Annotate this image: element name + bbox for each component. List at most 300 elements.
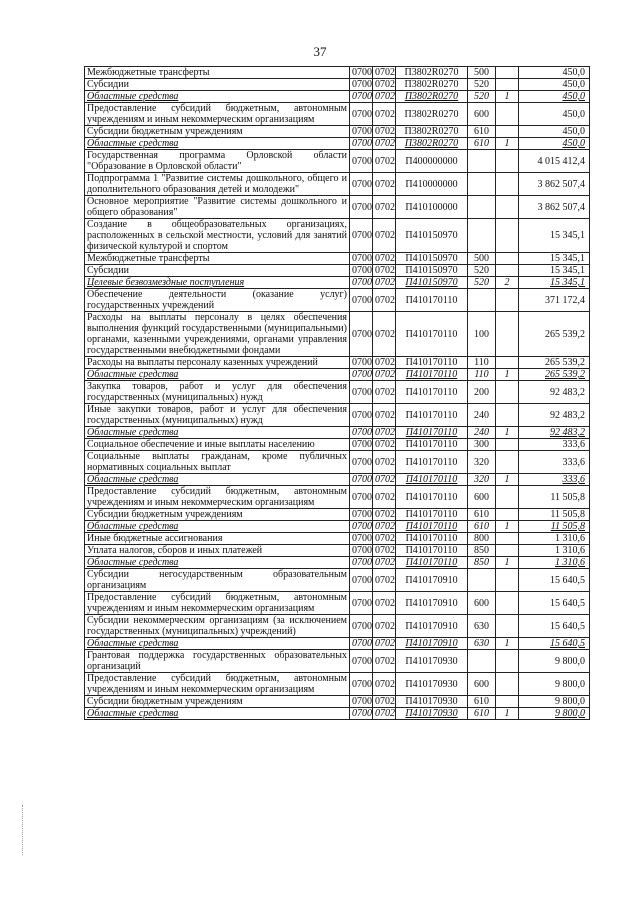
row-name-cell: Расходы на выплаты персоналу казенных учреждений	[85, 357, 350, 369]
funding-source-cell	[496, 150, 519, 173]
target-article-cell: П410170110	[396, 474, 468, 486]
amount-cell: 15 345,1	[519, 265, 590, 277]
row-name-cell: Основное мероприятие "Развитие системы дошкольного и общего образования"	[85, 196, 350, 219]
funding-source-cell: 1	[496, 521, 519, 533]
row-name-cell: Субсидии бюджетным учреждениям	[85, 126, 350, 138]
amount-cell: 11 505,8	[519, 521, 590, 533]
section-code-cell: 0700	[350, 103, 373, 126]
table-row	[85, 404, 590, 427]
section-code-cell: 0700	[350, 219, 373, 253]
expense-type-cell: 200	[468, 381, 496, 404]
row-name-cell: Областные средства	[85, 138, 350, 150]
section-code-cell: 0700	[350, 439, 373, 451]
expense-type-cell: 100	[468, 312, 496, 357]
table-row	[85, 615, 590, 638]
funding-source-cell	[496, 451, 519, 474]
table-row	[85, 196, 590, 219]
amount-cell: 1 310,6	[519, 533, 590, 545]
table-body	[85, 67, 590, 720]
subsection-code-cell: 0702	[373, 533, 396, 545]
row-name-cell: Областные средства	[85, 638, 350, 650]
expense-type-cell: 610	[468, 138, 496, 150]
expense-type-cell: 300	[468, 439, 496, 451]
target-article-cell: П410170910	[396, 638, 468, 650]
amount-cell: 15 640,5	[519, 592, 590, 615]
table-row	[85, 557, 590, 569]
target-article-cell: П410170110	[396, 545, 468, 557]
target-article-cell: П410150970	[396, 253, 468, 265]
funding-source-cell	[496, 79, 519, 91]
target-article-cell: П410170110	[396, 557, 468, 569]
funding-source-cell	[496, 67, 519, 79]
section-code-cell: 0700	[350, 521, 373, 533]
expense-type-cell: 520	[468, 277, 496, 289]
target-article-cell: П410150970	[396, 277, 468, 289]
subsection-code-cell: 0702	[373, 673, 396, 696]
table-row	[85, 708, 590, 720]
funding-source-cell: 1	[496, 708, 519, 720]
target-article-cell: П3802R0270	[396, 91, 468, 103]
amount-cell: 450,0	[519, 91, 590, 103]
subsection-code-cell: 0702	[373, 357, 396, 369]
table-row	[85, 545, 590, 557]
subsection-code-cell: 0702	[373, 312, 396, 357]
subsection-code-cell: 0702	[373, 265, 396, 277]
section-code-cell: 0700	[350, 289, 373, 312]
subsection-code-cell: 0702	[373, 439, 396, 451]
subsection-code-cell: 0702	[373, 173, 396, 196]
funding-source-cell	[496, 103, 519, 126]
table-row	[85, 277, 590, 289]
table-row	[85, 289, 590, 312]
subsection-code-cell: 0702	[373, 696, 396, 708]
row-name-cell: Иные закупки товаров, работ и услуг для обеспечения государственных (муниципальных) нужд	[85, 404, 350, 427]
subsection-code-cell: 0702	[373, 404, 396, 427]
funding-source-cell: 2	[496, 277, 519, 289]
funding-source-cell	[496, 592, 519, 615]
amount-cell: 92 483,2	[519, 381, 590, 404]
table-row	[85, 521, 590, 533]
row-name-cell: Грантовая поддержка государственных образовательных организаций	[85, 650, 350, 673]
funding-source-cell	[496, 196, 519, 219]
expense-type-cell: 520	[468, 91, 496, 103]
subsection-code-cell: 0702	[373, 126, 396, 138]
expense-type-cell: 610	[468, 708, 496, 720]
table-row	[85, 569, 590, 592]
expense-type-cell: 240	[468, 427, 496, 439]
funding-source-cell	[496, 289, 519, 312]
target-article-cell: П410170110	[396, 439, 468, 451]
table-row	[85, 673, 590, 696]
amount-cell: 9 800,0	[519, 708, 590, 720]
row-name-cell: Межбюджетные трансферты	[85, 67, 350, 79]
subsection-code-cell: 0702	[373, 196, 396, 219]
expense-type-cell: 320	[468, 451, 496, 474]
funding-source-cell: 1	[496, 369, 519, 381]
row-name-cell: Субсидии негосударственным образовательным организациям	[85, 569, 350, 592]
row-name-cell: Целевые безвозмездные поступления	[85, 277, 350, 289]
amount-cell: 450,0	[519, 103, 590, 126]
row-name-cell: Областные средства	[85, 91, 350, 103]
section-code-cell: 0700	[350, 696, 373, 708]
target-article-cell: П410170110	[396, 289, 468, 312]
funding-source-cell	[496, 404, 519, 427]
subsection-code-cell: 0702	[373, 615, 396, 638]
amount-cell: 1 310,6	[519, 557, 590, 569]
row-name-cell: Областные средства	[85, 427, 350, 439]
subsection-code-cell: 0702	[373, 474, 396, 486]
subsection-code-cell: 0702	[373, 67, 396, 79]
table-row	[85, 509, 590, 521]
row-name-cell: Межбюджетные трансферты	[85, 253, 350, 265]
funding-source-cell: 1	[496, 557, 519, 569]
funding-source-cell	[496, 696, 519, 708]
subsection-code-cell: 0702	[373, 91, 396, 103]
target-article-cell: П410170110	[396, 427, 468, 439]
expense-type-cell: 630	[468, 638, 496, 650]
section-code-cell: 0700	[350, 265, 373, 277]
amount-cell: 15 345,1	[519, 219, 590, 253]
section-code-cell: 0700	[350, 404, 373, 427]
funding-source-cell	[496, 381, 519, 404]
table-row	[85, 173, 590, 196]
target-article-cell: П410170110	[396, 486, 468, 509]
expense-type-cell: 850	[468, 557, 496, 569]
funding-source-cell: 1	[496, 427, 519, 439]
funding-source-cell: 1	[496, 638, 519, 650]
table-row	[85, 103, 590, 126]
amount-cell: 450,0	[519, 67, 590, 79]
funding-source-cell	[496, 253, 519, 265]
funding-source-cell	[496, 545, 519, 557]
amount-cell: 3 862 507,4	[519, 173, 590, 196]
row-name-cell: Социальные выплаты гражданам, кроме публичных нормативных социальных выплат	[85, 451, 350, 474]
section-code-cell: 0700	[350, 615, 373, 638]
funding-source-cell	[496, 509, 519, 521]
amount-cell: 4 015 412,4	[519, 150, 590, 173]
section-code-cell: 0700	[350, 150, 373, 173]
expense-type-cell: 600	[468, 673, 496, 696]
expense-type-cell: 500	[468, 67, 496, 79]
amount-cell: 265 539,2	[519, 369, 590, 381]
funding-source-cell	[496, 439, 519, 451]
amount-cell: 11 505,8	[519, 486, 590, 509]
row-name-cell: Государственная программа Орловской области "Образование в Орловской области"	[85, 150, 350, 173]
funding-source-cell: 1	[496, 138, 519, 150]
target-article-cell: П410170910	[396, 592, 468, 615]
target-article-cell: П410170110	[396, 521, 468, 533]
table-row	[85, 486, 590, 509]
funding-source-cell	[496, 265, 519, 277]
funding-source-cell	[496, 126, 519, 138]
section-code-cell: 0700	[350, 673, 373, 696]
section-code-cell: 0700	[350, 533, 373, 545]
table-row	[85, 439, 590, 451]
subsection-code-cell: 0702	[373, 253, 396, 265]
row-name-cell: Предоставление субсидий бюджетным, автономным учреждениям и иным некоммерческим организациям	[85, 486, 350, 509]
expense-type-cell	[468, 150, 496, 173]
funding-source-cell	[496, 673, 519, 696]
expense-type-cell: 630	[468, 615, 496, 638]
table-row	[85, 381, 590, 404]
funding-source-cell	[496, 615, 519, 638]
amount-cell: 92 483,2	[519, 404, 590, 427]
row-name-cell: Субсидии	[85, 79, 350, 91]
row-name-cell: Социальное обеспечение и иные выплаты населению	[85, 439, 350, 451]
table-row	[85, 357, 590, 369]
expense-type-cell: 600	[468, 486, 496, 509]
target-article-cell: П410170110	[396, 533, 468, 545]
expense-type-cell: 320	[468, 474, 496, 486]
subsection-code-cell: 0702	[373, 150, 396, 173]
subsection-code-cell: 0702	[373, 592, 396, 615]
section-code-cell: 0700	[350, 545, 373, 557]
target-article-cell: П410170110	[396, 509, 468, 521]
amount-cell: 15 640,5	[519, 615, 590, 638]
subsection-code-cell: 0702	[373, 486, 396, 509]
section-code-cell: 0700	[350, 451, 373, 474]
expense-type-cell: 110	[468, 357, 496, 369]
target-article-cell: П410000000	[396, 173, 468, 196]
subsection-code-cell: 0702	[373, 138, 396, 150]
expense-type-cell: 500	[468, 253, 496, 265]
table-row	[85, 533, 590, 545]
target-article-cell: П410100000	[396, 196, 468, 219]
budget-table	[84, 66, 590, 720]
funding-source-cell	[496, 533, 519, 545]
funding-source-cell	[496, 569, 519, 592]
amount-cell: 265 539,2	[519, 312, 590, 357]
target-article-cell: П400000000	[396, 150, 468, 173]
target-article-cell: П3802R0270	[396, 138, 468, 150]
amount-cell: 450,0	[519, 79, 590, 91]
section-code-cell: 0700	[350, 196, 373, 219]
target-article-cell: П410150970	[396, 265, 468, 277]
subsection-code-cell: 0702	[373, 650, 396, 673]
row-name-cell: Областные средства	[85, 708, 350, 720]
table-row	[85, 312, 590, 357]
subsection-code-cell: 0702	[373, 509, 396, 521]
expense-type-cell: 610	[468, 126, 496, 138]
target-article-cell: П410170110	[396, 451, 468, 474]
row-name-cell: Иные бюджетные ассигнования	[85, 533, 350, 545]
subsection-code-cell: 0702	[373, 219, 396, 253]
row-name-cell: Обеспечение деятельности (оказание услуг) государственных учреждений	[85, 289, 350, 312]
expense-type-cell: 600	[468, 103, 496, 126]
section-code-cell: 0700	[350, 708, 373, 720]
section-code-cell: 0700	[350, 67, 373, 79]
section-code-cell: 0700	[350, 79, 373, 91]
table-row	[85, 265, 590, 277]
row-name-cell: Предоставление субсидий бюджетным, автономным учреждениям и иным некоммерческим организациям	[85, 592, 350, 615]
funding-source-cell	[496, 486, 519, 509]
section-code-cell: 0700	[350, 173, 373, 196]
row-name-cell: Субсидии бюджетным учреждениям	[85, 509, 350, 521]
expense-type-cell	[468, 289, 496, 312]
funding-source-cell	[496, 219, 519, 253]
table-row	[85, 474, 590, 486]
subsection-code-cell: 0702	[373, 289, 396, 312]
amount-cell: 371 172,4	[519, 289, 590, 312]
row-name-cell: Областные средства	[85, 474, 350, 486]
row-name-cell: Подпрограмма 1 "Развитие системы дошкольного, общего и дополнительного образования детей и молодежи"	[85, 173, 350, 196]
funding-source-cell	[496, 173, 519, 196]
table-row	[85, 427, 590, 439]
amount-cell: 450,0	[519, 126, 590, 138]
table-row	[85, 79, 590, 91]
amount-cell: 11 505,8	[519, 509, 590, 521]
amount-cell: 3 862 507,4	[519, 196, 590, 219]
expense-type-cell: 240	[468, 404, 496, 427]
scan-margin-mark	[22, 805, 24, 855]
target-article-cell: П410150970	[396, 219, 468, 253]
table-row	[85, 369, 590, 381]
table-row	[85, 150, 590, 173]
expense-type-cell: 800	[468, 533, 496, 545]
table-row	[85, 91, 590, 103]
row-name-cell: Субсидии	[85, 265, 350, 277]
row-name-cell: Областные средства	[85, 557, 350, 569]
expense-type-cell	[468, 173, 496, 196]
amount-cell: 9 800,0	[519, 673, 590, 696]
row-name-cell: Создание в общеобразовательных организациях, расположенных в сельской местности, условий для занятий физической культурой и спортом	[85, 219, 350, 253]
expense-type-cell: 610	[468, 696, 496, 708]
funding-source-cell	[496, 357, 519, 369]
table-row	[85, 219, 590, 253]
table-row	[85, 451, 590, 474]
table-row	[85, 592, 590, 615]
target-article-cell: П410170930	[396, 708, 468, 720]
section-code-cell: 0700	[350, 427, 373, 439]
amount-cell: 450,0	[519, 138, 590, 150]
expense-type-cell: 850	[468, 545, 496, 557]
funding-source-cell	[496, 312, 519, 357]
expense-type-cell: 610	[468, 521, 496, 533]
amount-cell: 333,6	[519, 439, 590, 451]
funding-source-cell: 1	[496, 474, 519, 486]
subsection-code-cell: 0702	[373, 638, 396, 650]
expense-type-cell	[468, 219, 496, 253]
table-row	[85, 67, 590, 79]
table-row	[85, 650, 590, 673]
section-code-cell: 0700	[350, 357, 373, 369]
row-name-cell: Закупка товаров, работ и услуг для обеспечения государственных (муниципальных) нужд	[85, 381, 350, 404]
row-name-cell: Предоставление субсидий бюджетным, автономным учреждениям и иным некоммерческим организациям	[85, 673, 350, 696]
section-code-cell: 0700	[350, 312, 373, 357]
subsection-code-cell: 0702	[373, 277, 396, 289]
expense-type-cell	[468, 196, 496, 219]
table-row	[85, 138, 590, 150]
section-code-cell: 0700	[350, 592, 373, 615]
section-code-cell: 0700	[350, 474, 373, 486]
target-article-cell: П3802R0270	[396, 79, 468, 91]
expense-type-cell: 600	[468, 592, 496, 615]
section-code-cell: 0700	[350, 638, 373, 650]
target-article-cell: П410170110	[396, 381, 468, 404]
row-name-cell: Субсидии бюджетным учреждениям	[85, 696, 350, 708]
section-code-cell: 0700	[350, 569, 373, 592]
amount-cell: 9 800,0	[519, 696, 590, 708]
section-code-cell: 0700	[350, 509, 373, 521]
amount-cell: 15 345,1	[519, 253, 590, 265]
section-code-cell: 0700	[350, 486, 373, 509]
section-code-cell: 0700	[350, 381, 373, 404]
row-name-cell: Уплата налогов, сборов и иных платежей	[85, 545, 350, 557]
amount-cell: 333,6	[519, 451, 590, 474]
subsection-code-cell: 0702	[373, 427, 396, 439]
amount-cell: 15 345,1	[519, 277, 590, 289]
amount-cell: 9 800,0	[519, 650, 590, 673]
funding-source-cell: 1	[496, 91, 519, 103]
amount-cell: 265 539,2	[519, 357, 590, 369]
expense-type-cell	[468, 569, 496, 592]
subsection-code-cell: 0702	[373, 708, 396, 720]
amount-cell: 15 640,5	[519, 569, 590, 592]
expense-type-cell: 520	[468, 79, 496, 91]
section-code-cell: 0700	[350, 277, 373, 289]
row-name-cell: Областные средства	[85, 369, 350, 381]
expense-type-cell	[468, 650, 496, 673]
target-article-cell: П3802R0270	[396, 126, 468, 138]
expense-type-cell: 520	[468, 265, 496, 277]
section-code-cell: 0700	[350, 650, 373, 673]
subsection-code-cell: 0702	[373, 369, 396, 381]
section-code-cell: 0700	[350, 369, 373, 381]
table-row	[85, 253, 590, 265]
target-article-cell: П410170110	[396, 312, 468, 357]
subsection-code-cell: 0702	[373, 381, 396, 404]
subsection-code-cell: 0702	[373, 557, 396, 569]
section-code-cell: 0700	[350, 91, 373, 103]
target-article-cell: П410170910	[396, 569, 468, 592]
table-row	[85, 696, 590, 708]
expense-type-cell: 610	[468, 509, 496, 521]
subsection-code-cell: 0702	[373, 569, 396, 592]
row-name-cell: Областные средства	[85, 521, 350, 533]
section-code-cell: 0700	[350, 126, 373, 138]
section-code-cell: 0700	[350, 253, 373, 265]
target-article-cell: П410170930	[396, 696, 468, 708]
amount-cell: 92 483,2	[519, 427, 590, 439]
target-article-cell: П410170910	[396, 615, 468, 638]
amount-cell: 1 310,6	[519, 545, 590, 557]
row-name-cell: Субсидии некоммерческим организациям (за исключением государственных (муниципальных) учреждений)	[85, 615, 350, 638]
row-name-cell: Расходы на выплаты персоналу в целях обеспечения выполнения функций государственными (муниципальными) органами, казенными учреждениями, органами управления государственными внебюджетными фондами	[85, 312, 350, 357]
target-article-cell: П3802R0270	[396, 103, 468, 126]
table-row	[85, 638, 590, 650]
subsection-code-cell: 0702	[373, 451, 396, 474]
target-article-cell: П3802R0270	[396, 67, 468, 79]
subsection-code-cell: 0702	[373, 545, 396, 557]
target-article-cell: П410170110	[396, 357, 468, 369]
target-article-cell: П410170110	[396, 404, 468, 427]
target-article-cell: П410170110	[396, 369, 468, 381]
page-number: 37	[313, 44, 327, 59]
subsection-code-cell: 0702	[373, 79, 396, 91]
amount-cell: 333,6	[519, 474, 590, 486]
expense-type-cell: 110	[468, 369, 496, 381]
row-name-cell: Предоставление субсидий бюджетным, автономным учреждениям и иным некоммерческим организациям	[85, 103, 350, 126]
subsection-code-cell: 0702	[373, 521, 396, 533]
table-row	[85, 126, 590, 138]
subsection-code-cell: 0702	[373, 103, 396, 126]
section-code-cell: 0700	[350, 138, 373, 150]
section-code-cell: 0700	[350, 557, 373, 569]
target-article-cell: П410170930	[396, 650, 468, 673]
target-article-cell: П410170930	[396, 673, 468, 696]
amount-cell: 15 640,5	[519, 638, 590, 650]
funding-source-cell	[496, 650, 519, 673]
